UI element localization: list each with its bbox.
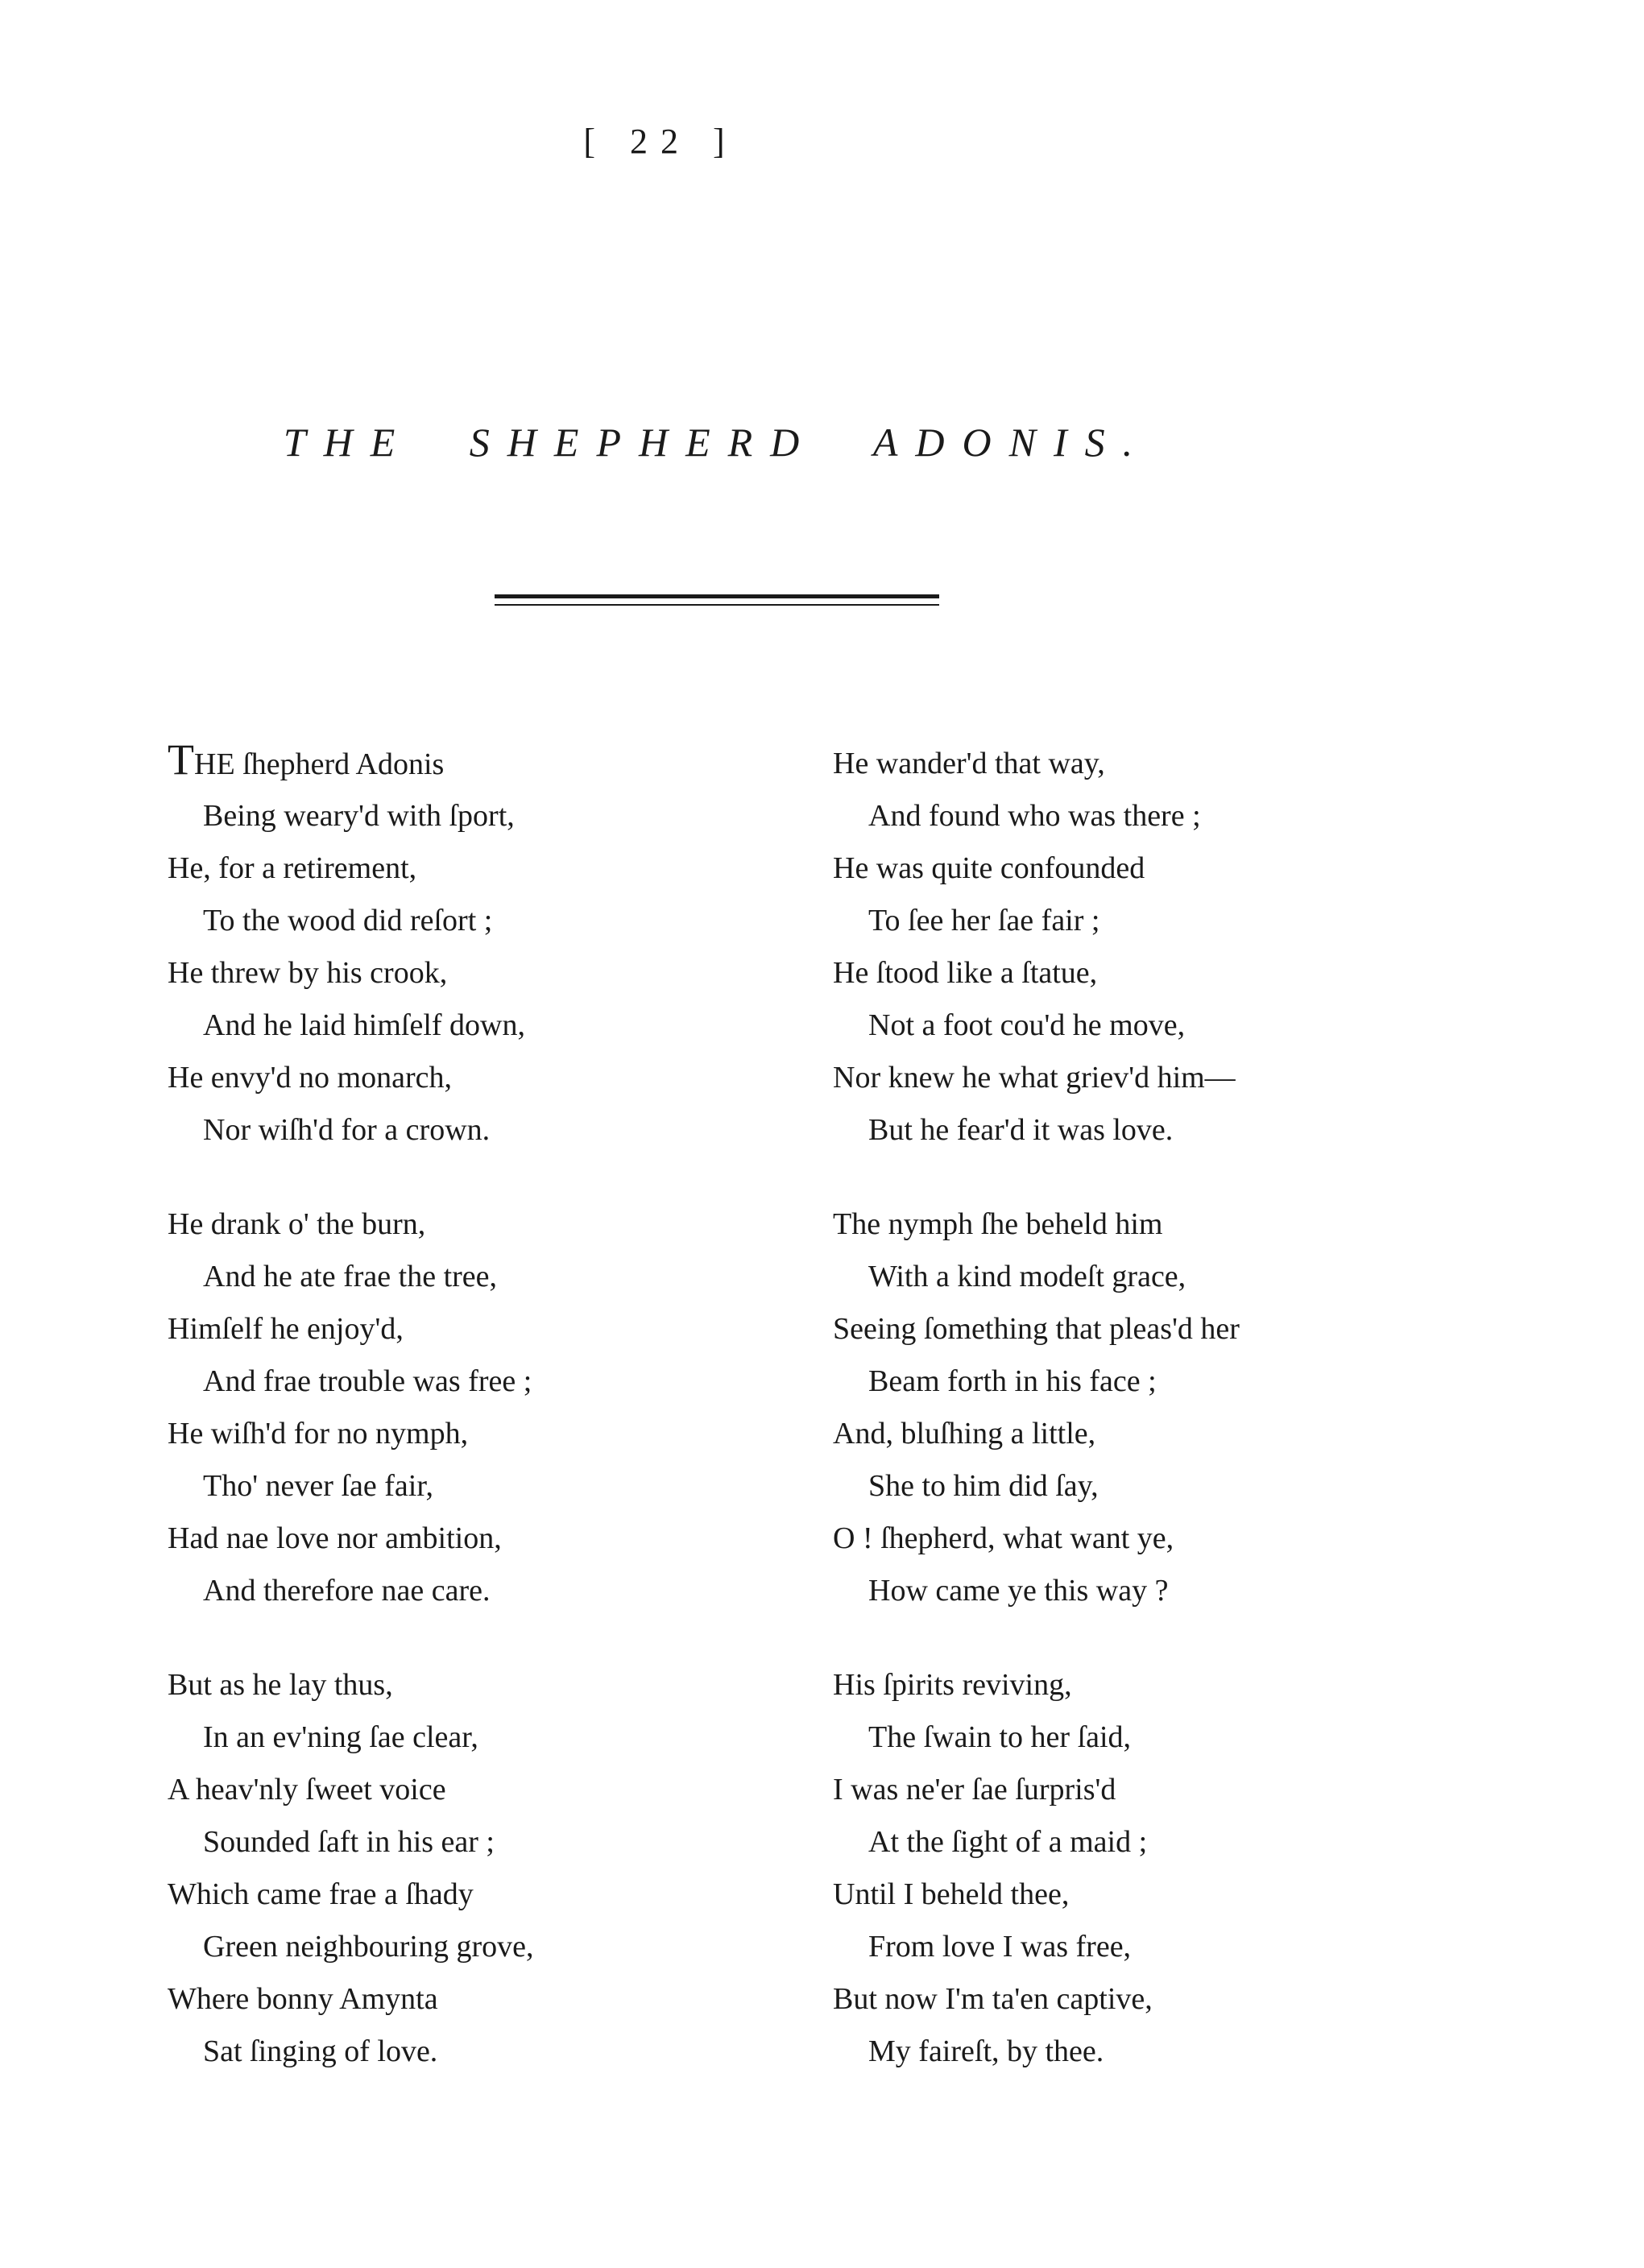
poem-line: Being weary'd with ſport, bbox=[203, 799, 515, 833]
poem-line: My faireſt, by thee. bbox=[868, 2034, 1104, 2068]
stanza bbox=[168, 735, 828, 1157]
poem-line: How came ye this way ? bbox=[868, 1574, 1169, 1608]
poem-line: He ſtood like a ſtatue, bbox=[833, 956, 1098, 990]
poem-line: He, for a retirement, bbox=[168, 851, 417, 885]
poem-line: With a kind modeſt grace, bbox=[868, 1260, 1186, 1293]
poem-line: Nor wiſh'd for a crown. bbox=[203, 1113, 491, 1147]
poem-line: To the wood did reſort ; bbox=[203, 904, 493, 937]
page-number: [ 22 ] bbox=[583, 122, 738, 161]
poem-line: Where bonny Amynta bbox=[168, 1982, 438, 2016]
poem-line: Sat ſinging of love. bbox=[203, 2034, 438, 2068]
poem-line: Which came frae a ſhady bbox=[168, 1877, 474, 1911]
poem-line: He wiſh'd for no nymph, bbox=[168, 1417, 469, 1451]
poem-line: To ſee her ſae fair ; bbox=[868, 904, 1100, 937]
right-column bbox=[833, 738, 1493, 2120]
poem-line: He drank o' the burn, bbox=[168, 1207, 426, 1241]
poem-line: The ſwain to her ſaid, bbox=[868, 1720, 1132, 1754]
poem-line: He was quite confounded bbox=[833, 851, 1145, 885]
poem-line: Until I beheld thee, bbox=[833, 1877, 1070, 1911]
poem-line: But as he lay thus, bbox=[168, 1668, 393, 1702]
poem-line: And, bluſhing a little, bbox=[833, 1417, 1096, 1451]
poem-line: Tho' never ſae fair, bbox=[203, 1469, 433, 1503]
poem-line: He wander'd that way, bbox=[833, 747, 1105, 780]
poem-line: Seeing ſomething that pleas'd her bbox=[833, 1312, 1240, 1346]
poem-line: Nor knew he what griev'd him— bbox=[833, 1061, 1236, 1095]
poem-line: Had nae love nor ambition, bbox=[168, 1521, 502, 1555]
poem-line: And he ate frae the tree, bbox=[203, 1260, 498, 1293]
poem-line: And found who was there ; bbox=[868, 799, 1201, 833]
poem-line bbox=[168, 735, 828, 790]
poem-line: From love I was free, bbox=[868, 1930, 1132, 1964]
poem-line: I was ne'er ſae ſurpris'd bbox=[833, 1773, 1116, 1807]
title-rule bbox=[495, 594, 939, 598]
first-line-text: HE ſhepherd Adonis bbox=[194, 747, 445, 781]
poem-line: His ſpirits reviving, bbox=[833, 1668, 1072, 1702]
stanza bbox=[168, 1659, 828, 2078]
poem-line: He threw by his crook, bbox=[168, 956, 448, 990]
title-rule-thin bbox=[495, 604, 939, 606]
poem-line: O ! ſhepherd, what want ye, bbox=[833, 1521, 1174, 1555]
poem-line: But now I'm ta'en captive, bbox=[833, 1982, 1153, 2016]
poem-line: She to him did ſay, bbox=[868, 1469, 1099, 1503]
stanza bbox=[168, 1198, 828, 1617]
poem-line: Beam forth in his face ; bbox=[868, 1364, 1157, 1398]
poem-line: At the ſight of a maid ; bbox=[868, 1825, 1148, 1859]
poem-line: A heav'nly ſweet voice bbox=[168, 1773, 446, 1807]
poem-line: In an ev'ning ſae clear, bbox=[203, 1720, 478, 1754]
poem-line: But he fear'd it was love. bbox=[868, 1113, 1174, 1147]
stanza bbox=[833, 738, 1493, 1157]
poem-line: Himſelf he enjoy'd, bbox=[168, 1312, 404, 1346]
poem-line: Green neighbouring grove, bbox=[203, 1930, 534, 1964]
drop-cap: T bbox=[168, 735, 194, 784]
poem-line: Sounded ſaft in his ear ; bbox=[203, 1825, 495, 1859]
poem-line: And therefore nae care. bbox=[203, 1574, 491, 1608]
stanza bbox=[833, 1198, 1493, 1617]
poem-line: The nymph ſhe beheld him bbox=[833, 1207, 1163, 1241]
poem-line: Not a foot cou'd he move, bbox=[868, 1008, 1186, 1042]
poem-line: And he laid himſelf down, bbox=[203, 1008, 525, 1042]
stanza bbox=[833, 1659, 1493, 2078]
poem-line: He envy'd no monarch, bbox=[168, 1061, 452, 1095]
poem-title: THE SHEPHERD ADONIS. bbox=[283, 420, 1151, 465]
left-column bbox=[168, 735, 828, 2120]
poem-line: And frae trouble was free ; bbox=[203, 1364, 532, 1398]
